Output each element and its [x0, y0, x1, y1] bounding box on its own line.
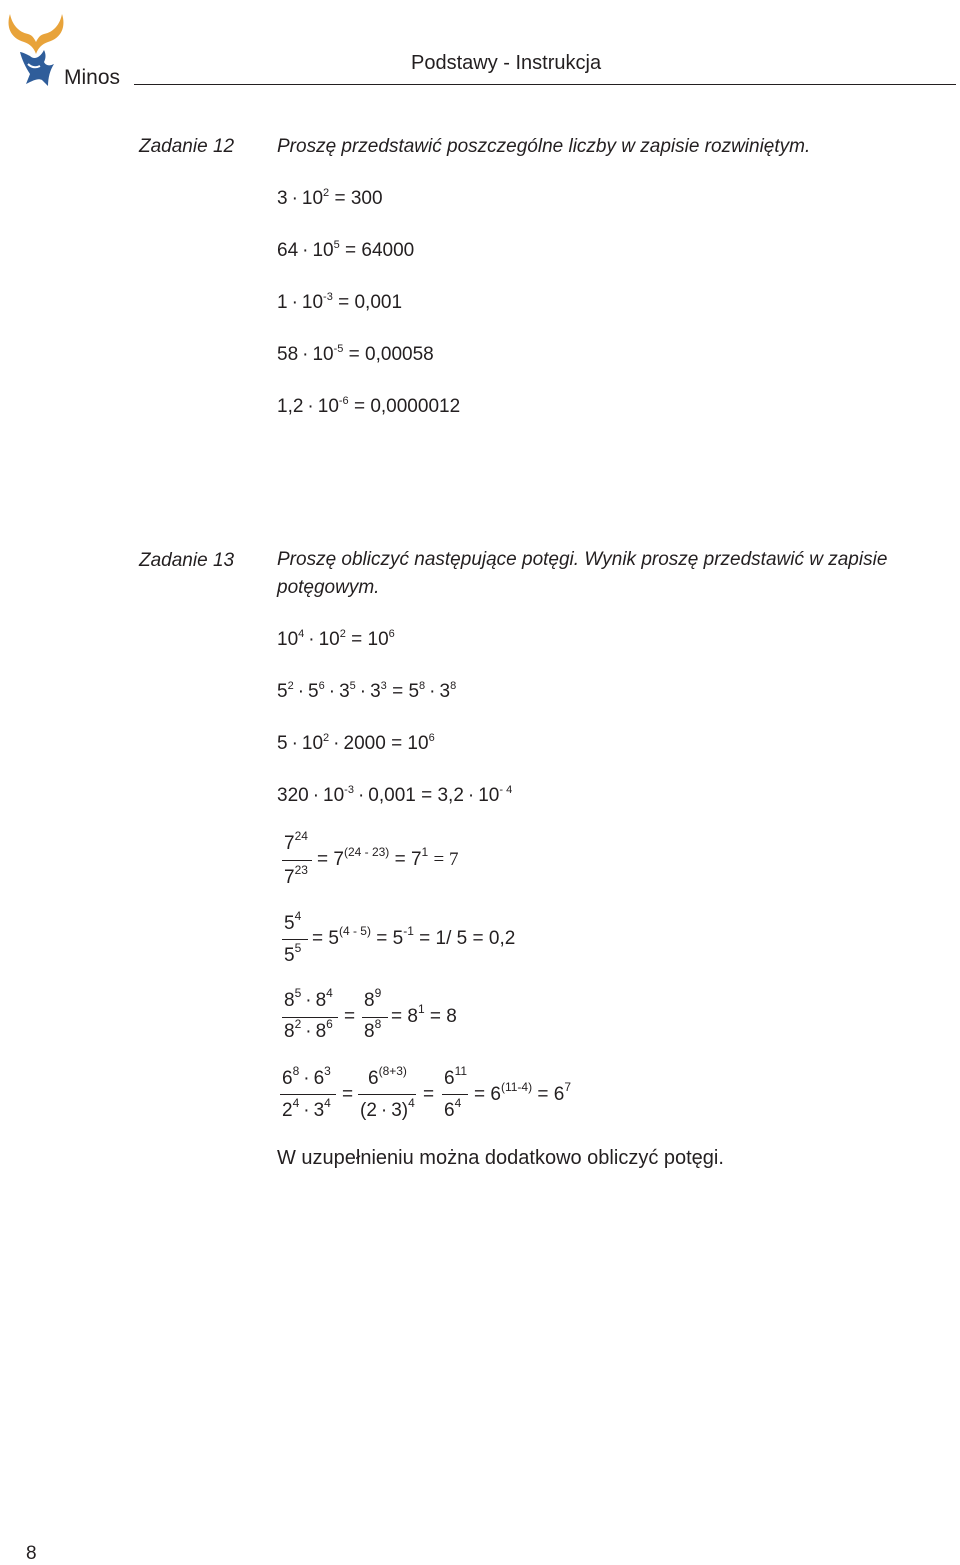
task-12-text: Proszę przedstawić poszczególne liczby w zapisie rozwiniętym. [277, 136, 811, 157]
eq7-middle-denominator: $8^8$ [364, 1017, 382, 1042]
eq6-denominator: $5^5$ [284, 941, 302, 966]
minos-bull-logo [4, 8, 70, 90]
task-12-label: Zadanie 12 [139, 136, 235, 157]
eq8-fraction-bar-2 [358, 1094, 416, 1095]
eq8-k-numerator: $6^{11}$ [444, 1064, 468, 1089]
eq8-result: = $6^{(11-4)} = 6^7$ [474, 1080, 571, 1105]
eq5-numerator: $7^{24}$ [284, 829, 308, 854]
document-title: Podstawy - Instrukcja [411, 52, 602, 74]
eq8-denominator: $2^4 \cdot 3^4$ [282, 1096, 331, 1121]
eq7-numerator: $8^5 \cdot 8^4$ [284, 986, 333, 1011]
task-12-row-2: $64 \cdot 10^5 = 64000$ [277, 239, 415, 261]
brand-name: Minos [64, 66, 121, 89]
eq6-numerator: $5^4$ [284, 909, 302, 934]
task-12-row-5: $1,2 \cdot 10^{-6} = 0,0000012$ [277, 395, 461, 417]
task-13-eq-1: $10^4 \cdot 10^2 = 10^6$ [277, 628, 395, 650]
eq6-fraction-bar [282, 939, 308, 940]
closing-note: W uzupełnieniu można dodatkowo obliczyć potęgi. [277, 1147, 724, 1169]
eq8-middle-denominator: $(2 \cdot 3)^4$ [360, 1096, 415, 1121]
eq8-fraction-bar-3 [442, 1094, 468, 1095]
eq7-result: = $8^1 = 8$ [391, 1002, 457, 1027]
eq8-equals-1: = [342, 1084, 354, 1105]
eq5-denominator: $7^{23}$ [284, 863, 308, 888]
eq5-result: = $7^{(24 - 23)} = 7^1 = 7$ [317, 845, 459, 870]
page-number: 8 [26, 1543, 37, 1564]
eq8-fraction-bar-1 [280, 1094, 336, 1095]
task-13-eq-2: $5^2 \cdot 5^6 \cdot 3^5 \cdot 3^3 = 5^8 \cdot 3^8$ [277, 680, 457, 702]
eq7-middle-numerator: $8^9$ [364, 986, 382, 1011]
eq7-denominator: $8^2 \cdot 8^6$ [284, 1017, 333, 1042]
eq8-numerator: $6^8 \cdot 6^3$ [282, 1064, 331, 1089]
eq5-fraction-bar [282, 860, 312, 861]
header-rule [134, 84, 956, 85]
task-13-label: Zadanie 13 [139, 550, 235, 571]
eq8-k-denominator: $6^4$ [444, 1096, 462, 1121]
task-12-row-3: $1 \cdot 10^{-3} = 0,001$ [277, 291, 403, 313]
eq8-equals-2: = [423, 1084, 435, 1105]
task-12-row-4: $58 \cdot 10^{-5} = 0,00058$ [277, 343, 434, 365]
eq7-equals: = [344, 1006, 356, 1027]
task-13-eq-3: $5 \cdot 10^2 \cdot 2000 = 10^6$ [277, 732, 435, 754]
task-13-eq-4: $320 \cdot 10^{-3} \cdot 0,001 = 3,2 \cdot 10^{- 4}$ [277, 784, 513, 806]
task-12-row-1: $3 \cdot 10^2 = 300$ [277, 187, 383, 209]
eq6-result: = $5^{(4 - 5)} = 5^{-1} = 1/$ 5 = 0,2 [312, 924, 516, 949]
task-13-text: Proszę obliczyć następujące potęgi. Wynik proszę przedstawić w zapisie potęgowym. [277, 549, 888, 598]
eq8-middle-numerator: $6^{(8+3)}$ [368, 1064, 407, 1089]
